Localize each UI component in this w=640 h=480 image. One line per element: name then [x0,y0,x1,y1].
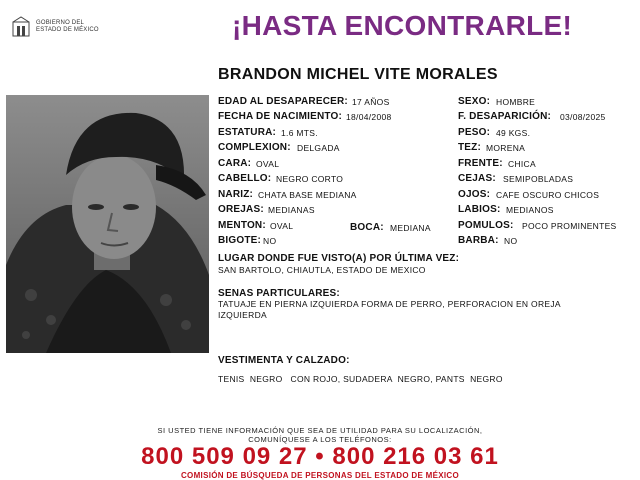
fecha-desaparicion-label: F. DESAPARICIÓN: [458,111,552,122]
cejas-value: SEMIPOBLADAS [503,174,574,184]
edad-label: EDAD AL DESAPARECER: [218,96,348,107]
boca-label: BOCA: [350,222,384,233]
phone-number-2[interactable]: 800 216 03 61 [332,443,499,470]
complexion-label: COMPLEXION: [218,142,291,153]
edad-value: 17 AÑOS [352,97,390,107]
commission-name: COMISIÓN DE BÚSQUEDA DE PERSONAS DEL ESTADO DE MÉXICO [180,471,459,480]
complexion-value: DELGADA [297,143,340,153]
fecha-desaparicion-value: 03/08/2025 [560,112,606,122]
clothing-label: VESTIMENTA Y CALZADO: [218,355,350,366]
cabello-label: CABELLO: [218,173,272,184]
last-seen-value: SAN BARTOLO, CHIAUTLA, ESTADO DE MEXICO [218,265,426,275]
bigote-label: BIGOTE: [218,235,262,246]
tez-label: TEZ: [458,142,482,153]
contact-notice-line-2: COMUNÍQUESE A LOS TELÉFONOS: [248,435,392,444]
particular-marks-label: SENAS PARTICULARES: [218,288,340,299]
poster-headline: ¡HASTA ENCONTRARLE! [232,10,573,41]
orejas-value: MEDIANAS [268,205,315,215]
logo-line-2: ESTADO DE MÉXICO [36,27,99,33]
menton-value: OVAL [270,221,294,231]
pomulos-value: POCO PROMINENTES [522,221,617,231]
logo-text [36,20,99,34]
clothing-value: TENIS NEGRO CON ROJO, SUDADERA NEGRO, PANTS NEGRO [218,374,503,384]
menton-label: MENTON: [218,220,266,231]
bigote-value: NO [263,236,277,246]
estatura-label: ESTATURA: [218,127,277,138]
labios-label: LABIOS: [458,204,501,215]
peso-value: 49 KGS. [496,128,531,138]
person-name: BRANDON MICHEL VITE MORALES [218,66,498,83]
barba-label: BARBA: [458,235,499,246]
fecha-nacimiento-value: 18/04/2008 [346,112,392,122]
coat-of-arms-icon [10,16,32,38]
nariz-value: CHATA BASE MEDIANA [258,190,357,200]
boca-value: MEDIANA [390,223,431,233]
labios-value: MEDIANOS [506,205,554,215]
sexo-label: SEXO: [458,96,491,107]
peso-label: PESO: [458,127,491,138]
person-photo [6,95,209,353]
cara-value: OVAL [256,159,280,169]
photo-image [6,95,209,353]
last-seen-label: LUGAR DONDE FUE VISTO(A) POR ÚLTIMA VEZ: [218,253,460,264]
frente-label: FRENTE: [458,158,503,169]
phone-number-1[interactable]: 800 509 09 27 [141,443,308,470]
fecha-nacimiento-label: FECHA DE NACIMIENTO: [218,111,342,122]
nariz-label: NARIZ: [218,189,254,200]
estatura-value: 1.6 MTS. [281,128,318,138]
cara-label: CARA: [218,158,252,169]
ojos-label: OJOS: [458,189,491,200]
orejas-label: OREJAS: [218,204,264,215]
frente-value: CHICA [508,159,536,169]
sexo-value: HOMBRE [496,97,536,107]
particular-marks-value: TATUAJE EN PIERNA IZQUIERDA FORMA DE PERRO, PERFORACION EN OREJA IZQUIERDA [218,299,561,320]
tez-value: MORENA [486,143,526,153]
ojos-value: CAFE OSCURO CHICOS [496,190,600,200]
logo-line-1: GOBIERNO DEL [36,20,85,26]
barba-value: NO [504,236,518,246]
cejas-label: CEJAS: [458,173,496,184]
government-logo [10,16,99,38]
cabello-value: NEGRO CORTO [276,174,344,184]
pomulos-label: POMULOS: [458,220,514,231]
contact-notice-line-1: SI USTED TIENE INFORMACIÓN QUE SEA DE UTILIDAD PARA SU LOCALIZACIÓN, [157,426,483,435]
phone-numbers [0,443,640,471]
phone-separator: • [315,443,325,470]
